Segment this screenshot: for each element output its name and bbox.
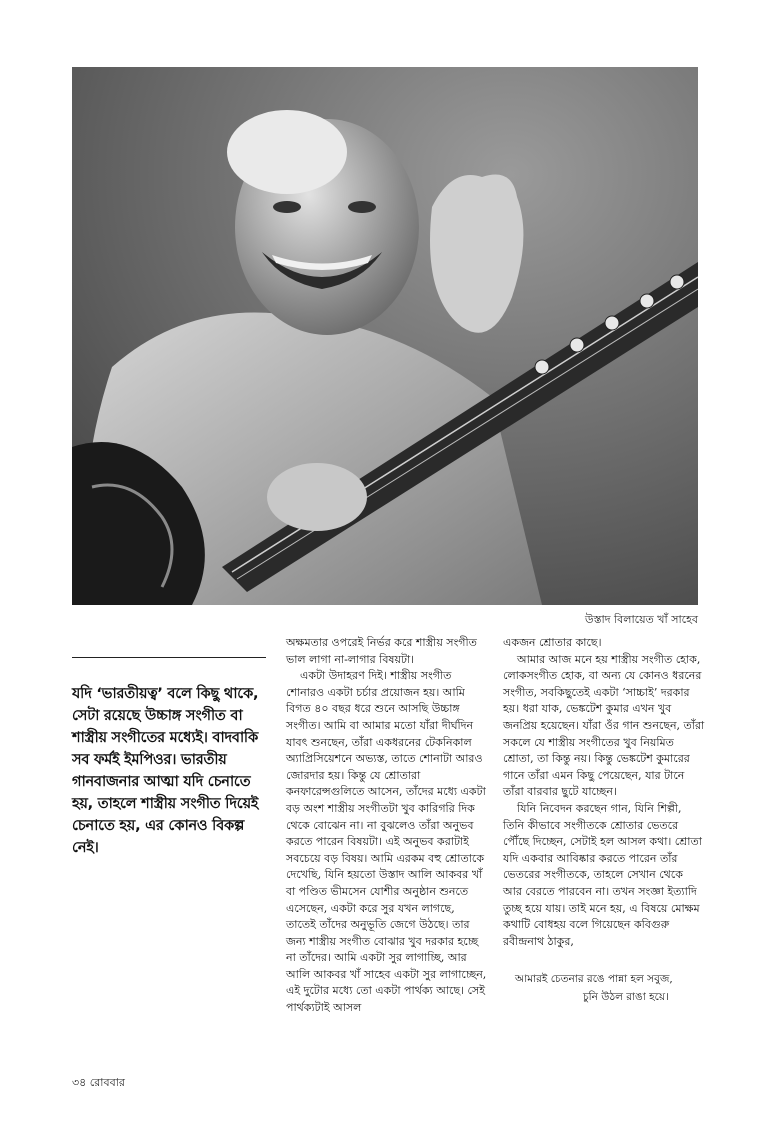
divider-rule [72, 657, 266, 658]
paragraph: অক্ষমতার ওপরেই নির্ভর করে শাস্ত্রীয় সংগীত ভাল লাগা না-লাগার বিষয়টা। [286, 636, 477, 666]
article-column-3 [503, 635, 705, 1006]
paragraph: একটা উদাহরণ দিই। শাস্ত্রীয় সংগীত শোনারও একটা চর্চার প্রয়োজন হয়। আমি বিগত ৪০ বছর ধরে শুনে আসছি উচ্চাঙ্গ সংগীত। আমি বা আমার মতো যাঁরা দীর্ঘদিন যাবৎ শুনছেন, তাঁরা একধরনের টেকনিকাল অ্যাপ্রিসিয়েশনে অভ্যস্ত, তাতে শোনাটা আরও জোরদার হয়। কিন্তু যে শ্রোতারা কনফারেন্সগুলিতে আসেন, তাঁদের মধ্যে একটা বড় অংশ শাস্ত্রীয় সংগীতটা খুব কারিগরি দিক থেকে বোঝেন না। না বুঝলেও তাঁরা অনুভব করতে পারেন বিষয়টা। এই অনুভব করাটাই সবচেয়ে বড় বিষয়। আমি এরকম বহু শ্রোতাকে দেখেছি, যিনি হয়তো উস্তাদ আলি আকবর খাঁ বা পণ্ডিত ভীমসেন যোশীর অনুষ্ঠান শুনতে এসেছেন, একটা করে সুর যখন লাগছে, তাতেই তাঁদের অনুভূতি জেগে উঠছে। তার জন্য শাস্ত্রীয় সংগীত বোঝার খুব দরকার হচ্ছে না তাঁদের। আমি একটা সুর লাগাচ্ছি, আর আলি আকবর খাঁ সাহেব একটা সুর লাগাচ্ছেন, এই দুটোর মধ্যে তো একটা পার্থক্য আছে। সেই পার্থক্যটাই আসল [286, 669, 487, 1015]
paragraph: একজন শ্রোতার কাছে। [503, 636, 602, 649]
photo-caption: উস্তাদ বিলায়েত খাঁ সাহেব [585, 613, 698, 626]
sitar-player-photo [72, 67, 698, 605]
poem-line-2: চুনি উঠল রাঙা হয়ে। [583, 991, 669, 1004]
paragraph: যিনি নিবেদন করছেন গান, যিনি শিল্পী, তিনি কীভাবে সংগীতকে শ্রোতার ভেতরে পৌঁছে দিচ্ছেন, সেটাই হল আসল কথা। শ্রোতা যদি একবার আবিষ্কার করতে পারেন তাঁর ভেতরের সংগীতকে, তাহলে সেখান থেকে আর বেরতে পারবেন না। তখন সংজ্ঞা ইত্যাদি তুচ্ছ হয়ে যায়। তাই মনে হয়, এ বিষয়ে মোক্ষম কথাটি বোধহয় বলে গিয়েছেন কবিগুরু রবীন্দ্রনাথ ঠাকুর, [503, 801, 702, 948]
poem-quote [503, 970, 705, 1006]
photo-image [72, 67, 698, 605]
pull-quote: যদি ‘ভারতীয়ত্ব’ বলে কিছু থাকে, সেটা রয়েছে উচ্চাঙ্গ সংগীত বা শাস্ত্রীয় সংগীতের মধ্যেই। বাদবাকি সব ফর্মই ইমপিওর। ভারতীয় গানবাজনার আত্মা যদি চেনাতে হয়, তাহলে শাস্ত্রীয় সংগীত দিয়েই চেনাতে হয়, এর কোনও বিকল্প নেই। [72, 685, 259, 856]
page-folio: ৩৪ রোববার [72, 1076, 125, 1089]
paragraph: আমার আজ মনে হয় শাস্ত্রীয় সংগীত হোক, লোকসংগীত হোক, বা অন্য যে কোনও ধরনের সংগীত, সবকিছুতেই একটা ‘সাচ্চাই’ দরকার হয়। ধরা যাক, ভেঙ্কটেশ কুমার এখন খুব জনপ্রিয় হয়েছেন। যাঁরা ওঁর গান শুনছেন, তাঁরা সকলে যে শাস্ত্রীয় সংগীতের খুব নিয়মিত শ্রোতা, তা কিন্তু নয়। কিন্তু ভেঙ্কটেশ কুমারের গানে তাঁরা এমন কিছু পেয়েছেন, যার টানে তাঁরা বারবার ছুটে যাচ্ছেন। [503, 652, 705, 799]
poem-line-1: আমারই চেতনার রঙে পান্না হল সবুজ, [515, 973, 673, 986]
article-column-2 [286, 635, 488, 1017]
